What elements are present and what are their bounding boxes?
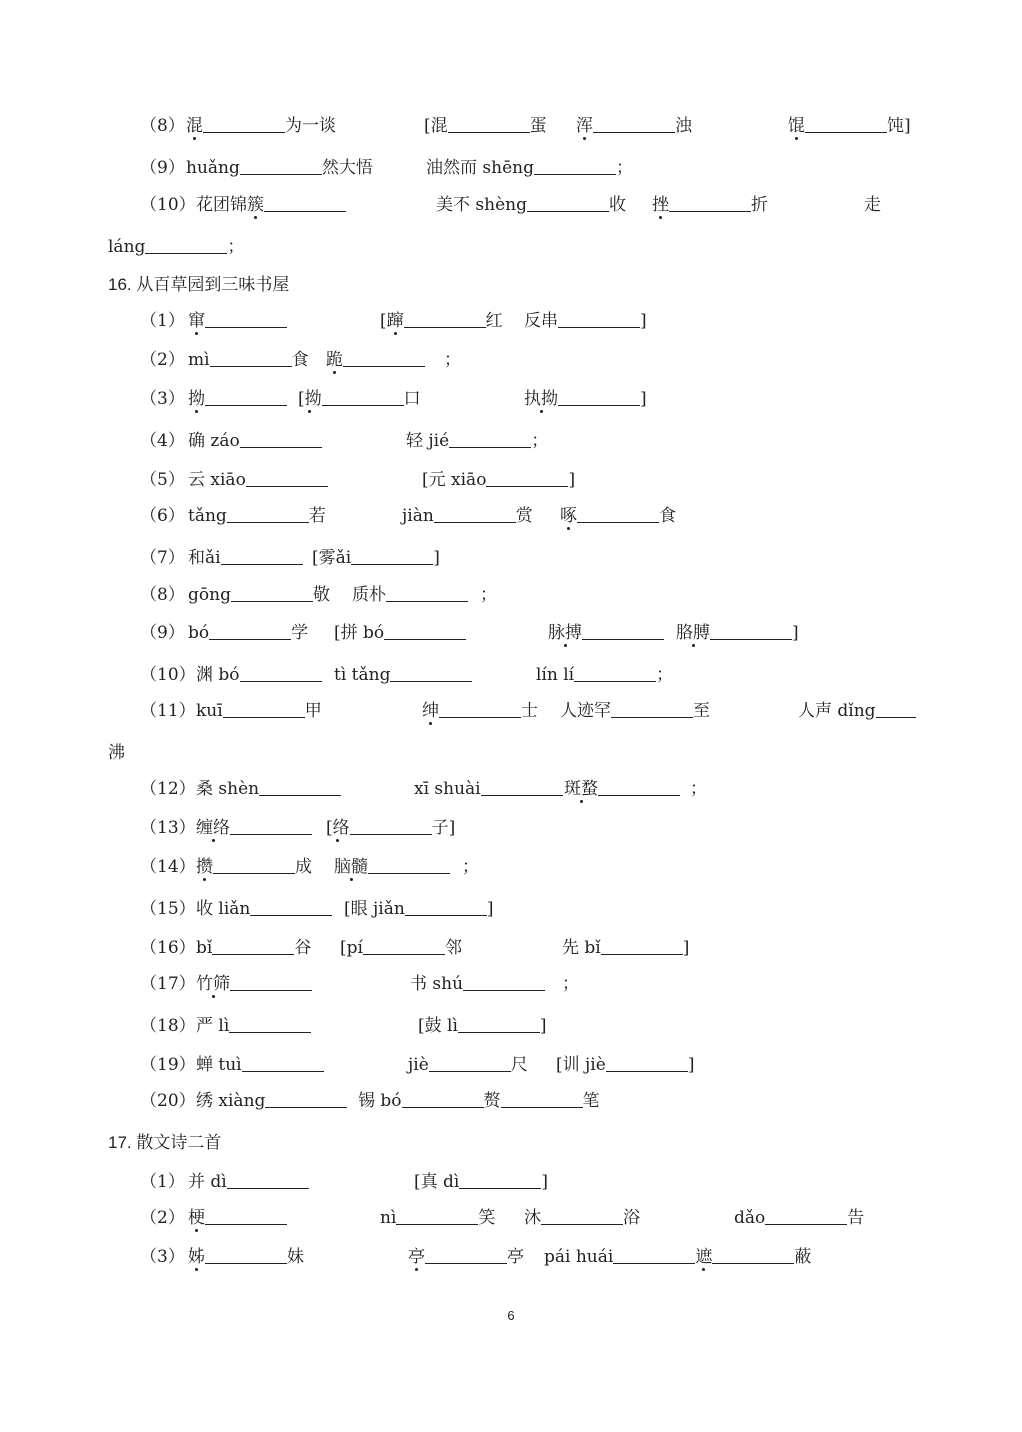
answer-blank[interactable] <box>606 1053 688 1072</box>
item-number: （16） <box>140 938 196 958</box>
s16-row-19: （19） 蝉 tuì jiè 尺 [训 jiè ] <box>0 1052 1022 1078</box>
answer-blank[interactable] <box>463 972 545 991</box>
answer-blank[interactable] <box>611 699 693 718</box>
answer-blank[interactable] <box>577 504 659 523</box>
answer-blank[interactable] <box>541 1206 623 1225</box>
s15-row-8: （8） 混 为一谈 [混 蛋 浑 浊 馄 饨] <box>0 113 1022 139</box>
answer-blank[interactable] <box>527 193 609 212</box>
answer-blank[interactable] <box>390 663 472 682</box>
s16-row-13: （13） 缠络 [络 子] <box>0 815 1022 841</box>
answer-blank[interactable] <box>209 621 291 640</box>
item-number: （19） <box>140 1055 196 1075</box>
answer-blank[interactable] <box>264 193 346 212</box>
answer-blank[interactable] <box>669 193 751 212</box>
answer-blank[interactable] <box>434 504 516 523</box>
s16-row-15: （15） 收 liǎn [眼 jiǎn ] <box>0 896 1022 922</box>
item-number: （7） <box>140 548 185 568</box>
item-number: （10） <box>140 195 196 215</box>
answer-blank[interactable] <box>227 504 309 523</box>
item-number: （1） <box>140 311 185 331</box>
item-number: （15） <box>140 899 196 919</box>
answer-blank[interactable] <box>250 897 332 916</box>
item-number: （13） <box>140 818 196 838</box>
answer-blank[interactable] <box>350 816 432 835</box>
answer-blank[interactable] <box>405 897 487 916</box>
answer-blank[interactable] <box>145 235 227 254</box>
answer-blank[interactable] <box>558 387 640 406</box>
answer-blank[interactable] <box>230 972 312 991</box>
item-number: （1） <box>140 1172 185 1192</box>
s16-row-2: （2） mì 食 跪 ； <box>0 347 1022 373</box>
answer-blank[interactable] <box>402 1089 484 1108</box>
answer-blank[interactable] <box>448 114 530 133</box>
item-number: （2） <box>140 1208 185 1228</box>
section-17-heading: 17. 散文诗二首 <box>108 1133 222 1153</box>
s16-row-11-wrap: 沸 <box>108 743 125 763</box>
answer-blank[interactable] <box>449 429 531 448</box>
answer-blank[interactable] <box>613 1245 695 1264</box>
answer-blank[interactable] <box>227 1170 309 1189</box>
s15-row-10: （10） 花团锦簇 美不 shèng 收 挫 折 走 <box>0 192 1022 218</box>
s15-row-10-wrap: láng ； <box>108 237 245 257</box>
answer-blank[interactable] <box>582 621 664 640</box>
item-number: （12） <box>140 779 196 799</box>
answer-blank[interactable] <box>210 348 292 367</box>
answer-blank[interactable] <box>223 699 305 718</box>
item-number: （14） <box>140 857 196 877</box>
answer-blank[interactable] <box>574 663 656 682</box>
answer-blank[interactable] <box>246 468 328 487</box>
answer-blank[interactable] <box>404 309 486 328</box>
answer-blank[interactable] <box>205 1206 287 1225</box>
answer-blank[interactable] <box>558 309 640 328</box>
s16-row-1: （1） 窜 [蹿 红 反串 ] <box>0 308 1022 334</box>
s16-row-3: （3） 拗 [拗 口 执拗 ] <box>0 386 1022 412</box>
answer-blank[interactable] <box>459 1170 541 1189</box>
answer-blank[interactable] <box>601 936 683 955</box>
item-number: （2） <box>140 350 185 370</box>
item-number: （4） <box>140 431 185 451</box>
s16-row-10: （10） 渊 bó tì tǎng lín lí ； <box>0 662 1022 688</box>
answer-blank[interactable] <box>486 468 568 487</box>
item-number: （20） <box>140 1091 196 1111</box>
answer-blank[interactable] <box>322 387 404 406</box>
s16-row-14: （14） 攒 成 脑髓 ； <box>0 854 1022 880</box>
item-number: （6） <box>140 506 185 526</box>
answer-blank[interactable] <box>203 114 285 133</box>
s16-row-8: （8） gōng 敬 质朴 ； <box>0 582 1022 608</box>
answer-blank[interactable] <box>429 1053 511 1072</box>
answer-blank[interactable] <box>384 621 466 640</box>
answer-blank[interactable] <box>765 1206 847 1225</box>
answer-blank[interactable] <box>205 387 287 406</box>
answer-blank[interactable] <box>240 156 322 175</box>
answer-blank[interactable] <box>876 699 916 718</box>
answer-blank[interactable] <box>259 777 341 796</box>
s16-row-4: （4） 确 záo 轻 jié ； <box>0 428 1022 454</box>
item-number: （8） <box>140 116 185 136</box>
answer-blank[interactable] <box>425 1245 507 1264</box>
answer-blank[interactable] <box>710 621 792 640</box>
answer-blank[interactable] <box>343 348 425 367</box>
answer-blank[interactable] <box>205 309 287 328</box>
answer-blank[interactable] <box>386 583 468 602</box>
s17-row-3: （3） 姊 妹 亭 亭 pái huái 遮 蔽 <box>0 1244 1022 1270</box>
s16-row-12: （12） 桑 shèn xī shuài 斑蝥 ； <box>0 776 1022 802</box>
section-16-heading: 16. 从百草园到三味书屋 <box>108 275 290 295</box>
item-number: （5） <box>140 470 185 490</box>
answer-blank[interactable] <box>229 1014 311 1033</box>
item-number: （17） <box>140 974 196 994</box>
answer-blank[interactable] <box>212 936 294 955</box>
answer-blank[interactable] <box>368 855 450 874</box>
answer-blank[interactable] <box>598 777 680 796</box>
s17-row-1: （1） 并 dì [真 dì ] <box>0 1169 1022 1195</box>
answer-blank[interactable] <box>363 936 445 955</box>
item-number: （18） <box>140 1016 196 1036</box>
answer-blank[interactable] <box>240 663 322 682</box>
s16-row-6: （6） tǎng 若 jiàn 赏 啄 食 <box>0 503 1022 529</box>
answer-blank[interactable] <box>265 1089 347 1108</box>
answer-blank[interactable] <box>805 114 887 133</box>
s16-row-7: （7） 和ǎi [雾ǎi ] <box>0 545 1022 571</box>
answer-blank[interactable] <box>205 1245 287 1264</box>
answer-blank[interactable] <box>230 816 312 835</box>
item-number: （3） <box>140 389 185 409</box>
answer-blank[interactable] <box>242 1053 324 1072</box>
answer-blank[interactable] <box>712 1245 794 1264</box>
answer-blank[interactable] <box>351 546 433 565</box>
s15-row-9: （9） huǎng 然大悟 油然而 shēng ； <box>0 155 1022 181</box>
s16-row-18: （18） 严 lì [鼓 lì ] <box>0 1013 1022 1039</box>
answer-blank[interactable] <box>593 114 675 133</box>
answer-blank[interactable] <box>481 777 563 796</box>
answer-blank[interactable] <box>439 699 521 718</box>
s16-row-9: （9） bó 学 [拼 bó 脉搏 胳膊 ] <box>0 620 1022 646</box>
answer-blank[interactable] <box>221 546 303 565</box>
item-number: （10） <box>140 665 196 685</box>
s16-row-16: （16） bǐ 谷 [pí 邻 先 bǐ ] <box>0 935 1022 961</box>
s16-row-20: （20） 绣 xiàng 锡 bó 赘 笔 <box>0 1088 1022 1114</box>
s16-row-5: （5） 云 xiāo [元 xiāo ] <box>0 467 1022 493</box>
s16-row-17: （17） 竹筛 书 shú ； <box>0 971 1022 997</box>
page-number: 6 <box>507 1308 515 1323</box>
answer-blank[interactable] <box>396 1206 478 1225</box>
s16-row-11: （11） kuī 甲 绅 士 人迹罕 至 人声 dǐng <box>0 698 1022 724</box>
answer-blank[interactable] <box>501 1089 583 1108</box>
item-number: （9） <box>140 158 185 178</box>
item-number: （11） <box>140 701 196 721</box>
answer-blank[interactable] <box>458 1014 540 1033</box>
item-number: （3） <box>140 1247 185 1267</box>
item-number: （8） <box>140 585 185 605</box>
s17-row-2: （2） 梗 nì 笑 沐 浴 dǎo 告 <box>0 1205 1022 1231</box>
answer-blank[interactable] <box>231 583 313 602</box>
answer-blank[interactable] <box>213 855 295 874</box>
answer-blank[interactable] <box>240 429 322 448</box>
item-number: （9） <box>140 623 185 643</box>
answer-blank[interactable] <box>534 156 616 175</box>
